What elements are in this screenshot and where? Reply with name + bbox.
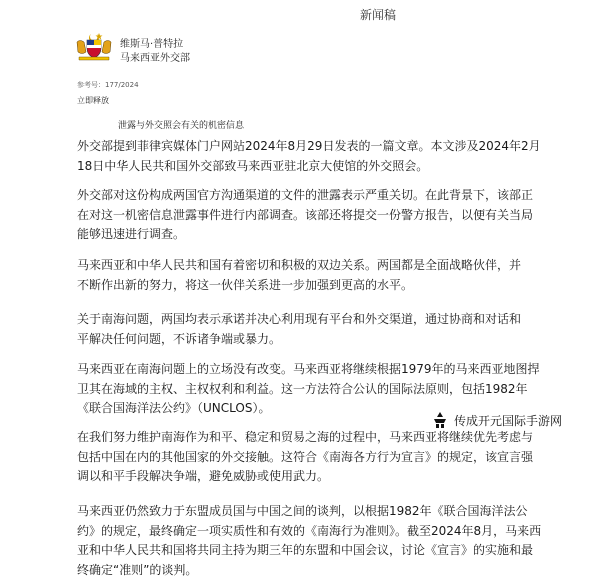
org-name-line2: 马来西亚外交部 [120,53,190,64]
paragraph-4: 关于南海问题，两国均表示承诺并决心利用现有平台和外交渠道，通过协商和对话和平解决任何问题，不诉诸争端或暴力。 [77,312,522,346]
subject-line: 泄露与外交照会有关的机密信息 [118,121,245,131]
org-name-line1: 维斯马·普特拉 [120,39,184,50]
paragraph-3: 马来西亚和中华人民共和国有着密切和积极的双边关系。两国都是全面战略伙伴，并不断作出新的努力，将这一伙伴关系进一步加强到更高的水平。 [77,258,522,292]
site-logo-icon [430,411,450,429]
reference-number: 参考号：177/2024 [77,81,139,89]
site-watermark [428,410,564,430]
paragraph-2: 外交部对这份构成两国官方沟通渠道的文件的泄露表示严重关切。在此背景下，该部正在对这一机密信息泄露事件进行内部调查。该部还将提交一份警方报告，以便有关当局能够迅速进行调查。 [77,188,534,241]
paragraph-6: 在我们努力维护南海作为和平、稳定和贸易之海的过程中，马来西亚将继续优先考虑与包括中国在内的其他国家的外交接触。这符合《南海各方行为宣言》的规定，该宣言强调以和平手段解决争端，避免威胁或使用武力。 [77,430,534,483]
paragraph-1: 外交部提到菲律宾媒体门户网站2024年8月29日发表的一篇文章。本文涉及2024年2月18日中华人民共和国外交部致马来西亚驻北京大使馆的外交照会。 [77,139,541,173]
paragraph-5: 马来西亚在南海问题上的立场没有改变。马来西亚将继续根据1979年的马来西亚地图捍卫其在海域的主权、主权权利和利益。这一方法符合公认的国际法原则，包括1982年《联合国海洋法公约》（UNCLOS）。 [77,362,540,415]
paragraph-7: 马来西亚仍然致力于东盟成员国与中国之间的谈判，以根据1982年《联合国海洋法公约》的规定，最终确定一项实质性和有效的《南海行为准则》。截至2024年8月，马来西亚和中华人民共和国将共同主持为期三年的东盟和中国会议，讨论《宣言》的实施和最终确定“准则”的谈判。 [77,504,542,577]
coat-of-arms-icon [74,30,114,62]
document-type-label: 新闻稿 [360,8,397,22]
release-label: 立即释放 [77,96,109,105]
watermark-text: 传成开元国际手游网 [454,413,563,428]
